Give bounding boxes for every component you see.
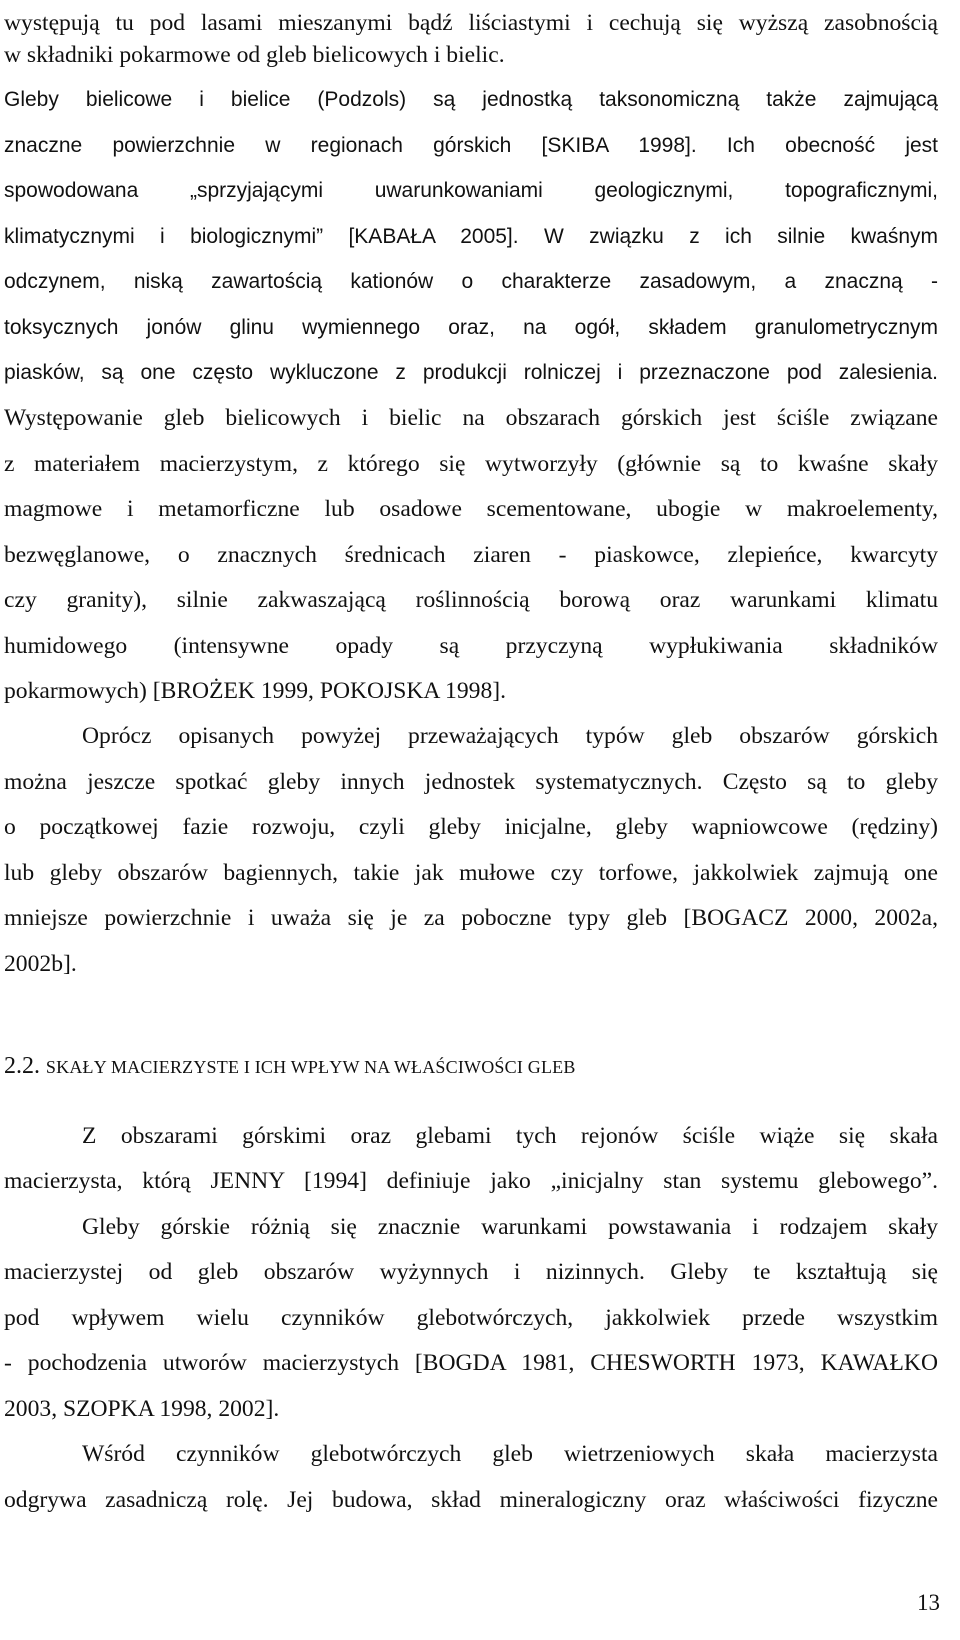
text-line: o początkowej fazie rozwoju, czyli gleby inicjalne, gleby wapniowcowe (rędziny) xyxy=(4,814,938,840)
text-line: Z obszarami górskimi oraz glebami tych rejonów ściśle wiąże się skała xyxy=(82,1123,938,1149)
section-number: 2.2. xyxy=(4,1053,40,1079)
page-number: 13 xyxy=(917,1590,940,1615)
text-line: z materiałem macierzystym, z którego się wytworzyły (głównie są to kwaśne skały xyxy=(4,451,938,477)
text-line: 2003, SZOPKA 1998, 2002]. xyxy=(4,1396,280,1422)
text-line: odczynem, niską zawartością kationów o charakterze zasadowym, a znaczną - xyxy=(4,270,938,293)
section-heading xyxy=(4,1043,576,1089)
text-line: pokarmowych) [BROŻEK 1999, POKOJSKA 1998]. xyxy=(4,678,507,704)
text-line: Oprócz opisanych powyżej przeważających typów gleb obszarów górskich xyxy=(82,723,938,749)
text-line: bezwęglanowe, o znacznych średnicach ziaren - piaskowce, zlepieńce, kwarcyty xyxy=(4,542,938,568)
text-line: czy granity), silnie zakwaszającą roślinnością borową oraz warunkami klimatu xyxy=(4,587,938,613)
text-line: Gleby górskie różnią się znacznie warunkami powstawania i rodzajem skały xyxy=(82,1214,938,1240)
text-line: 2002b]. xyxy=(4,951,77,977)
text-line: piasków, są one często wykluczone z produkcji rolniczej i przeznaczone pod zalesienia. xyxy=(4,361,938,384)
text-line: - pochodzenia utworów macierzystych [BOGDA 1981, CHESWORTH 1973, KAWAŁKO xyxy=(4,1350,938,1376)
text-line: w składniki pokarmowe od gleb bielicowych i bielic. xyxy=(4,42,505,68)
text-line: lub gleby obszarów bagiennych, takie jak mułowe czy torfowe, jakkolwiek zajmują one xyxy=(4,860,938,886)
text-line: macierzystej od gleb obszarów wyżynnych i nizinnych. Gleby te kształtują się xyxy=(4,1259,938,1285)
text-line: występują tu pod lasami mieszanymi bądź liściastymi i cechują się wyższą zasobnością xyxy=(4,10,938,36)
text-line: pod wpływem wielu czynników glebotwórczych, jakkolwiek przede wszystkim xyxy=(4,1305,938,1331)
text-line: toksycznych jonów glinu wymiennego oraz, na ogół, składem granulometrycznym xyxy=(4,316,938,339)
text-line: można jeszcze spotkać gleby innych jednostek systematycznych. Często są to gleby xyxy=(4,769,938,795)
text-line: macierzysta, którą JENNY [1994] definiuje jako „inicjalny stan systemu glebowego”. xyxy=(4,1168,938,1194)
text-line: klimatycznymi i biologicznymi” [KABAŁA 2005]. W związku z ich silnie kwaśnym xyxy=(4,225,938,248)
text-line: magmowe i metamorficzne lub osadowe scementowane, ubogie w makroelementy, xyxy=(4,496,938,522)
text-line: Występowanie gleb bielicowych i bielic na obszarach górskich jest ściśle związane xyxy=(4,405,938,431)
text-line: Wśród czynników glebotwórczych gleb wietrzeniowych skała macierzysta xyxy=(82,1441,938,1467)
text-line: spowodowana „sprzyjającymi uwarunkowaniami geologicznymi, topograficznymi, xyxy=(4,179,938,202)
text-line: Gleby bielicowe i bielice (Podzols) są jednostką taksonomiczną także zajmującą xyxy=(4,88,938,111)
text-line: znaczne powierzchnie w regionach górskich [SKIBA 1998]. Ich obecność jest xyxy=(4,134,938,157)
section-title: SKAŁY MACIERZYSTE I ICH WPŁYW NA WŁAŚCIWOŚCI GLEB xyxy=(45,1057,576,1077)
text-line: mniejsze powierzchnie i uważa się je za poboczne typy gleb [BOGACZ 2000, 2002a, xyxy=(4,905,938,931)
text-line: humidowego (intensywne opady są przyczyną wypłukiwania składników xyxy=(4,633,938,659)
text-line: odgrywa zasadniczą rolę. Jej budowa, skład mineralogiczny oraz właściwości fizyczne xyxy=(4,1487,938,1513)
